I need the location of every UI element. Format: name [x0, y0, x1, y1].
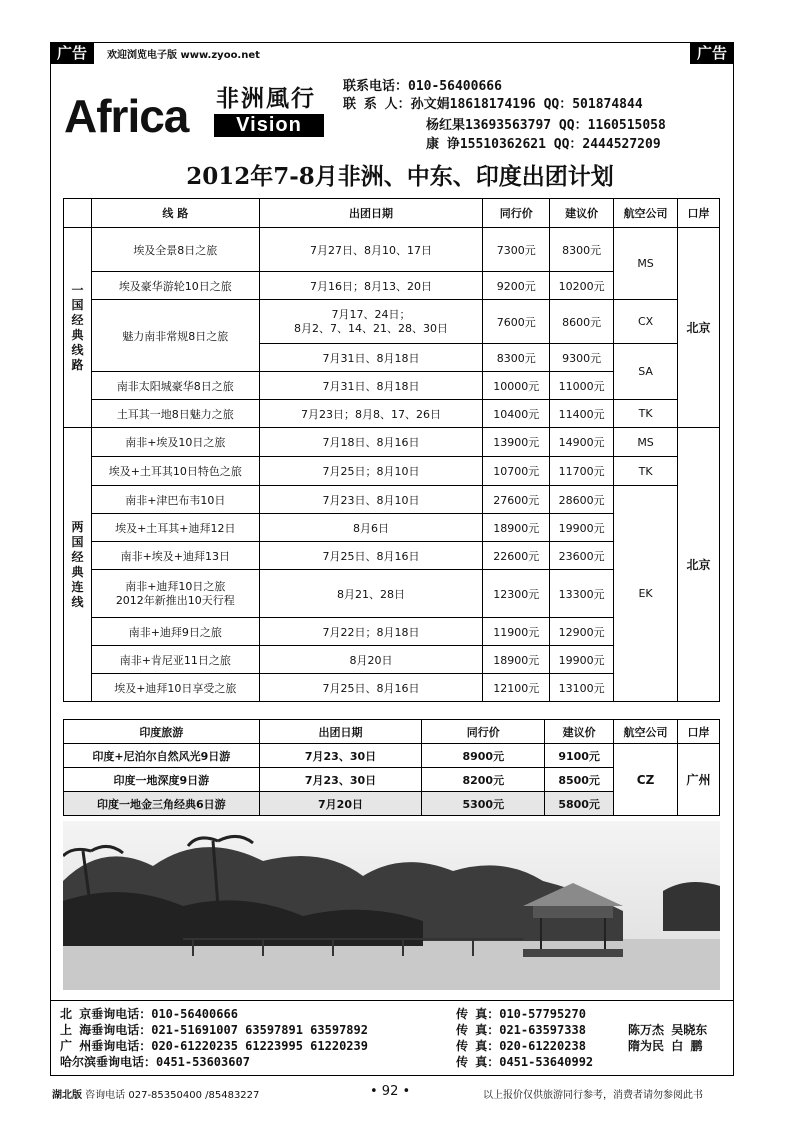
peer-price-cell: 10400元: [483, 400, 550, 428]
peer-price-cell: 12300元: [483, 570, 550, 618]
ad-label-left: 广告: [50, 42, 94, 64]
peer-price-cell: 12100元: [483, 674, 550, 702]
peer-price-cell: 7600元: [483, 300, 550, 344]
header-airline: 航空公司: [614, 199, 678, 228]
route-cell: 埃及豪华游轮10日之旅: [91, 272, 259, 300]
page-number: • 92 •: [370, 1084, 411, 1099]
airline-cell: MS: [614, 428, 678, 457]
airline-cell: EK: [614, 486, 678, 702]
peer-price-cell: 13900元: [483, 428, 550, 457]
table-row: [64, 228, 720, 272]
logo-vision: Vision: [214, 114, 324, 137]
airline-cell: SA: [614, 344, 678, 400]
airline-cell: TK: [614, 400, 678, 428]
suggest-price-cell: 28600元: [550, 486, 614, 514]
suggest-price-cell: 11000元: [550, 372, 614, 400]
date-cell: 7月25日、8月16日: [259, 674, 483, 702]
hotline-guangzhou: 广 州垂询电话：020-61220235 61223995 61220239: [60, 1039, 368, 1053]
port-cell: 北京: [678, 428, 720, 702]
date-cell: 7月25日、8月16日: [259, 542, 483, 570]
divider: [50, 1000, 734, 1001]
suggest-price-cell: 9100元: [545, 744, 614, 768]
hotline-shanghai: 上 海垂询电话：021-51691007 63597891 63597892: [60, 1023, 368, 1037]
header-suggest-price: 建议价: [545, 720, 614, 744]
suggest-price-cell: 11400元: [550, 400, 614, 428]
date-cell: 7月22日；8月18日: [259, 618, 483, 646]
date-cell: 7月18日、8月16日: [259, 428, 483, 457]
date-cell: 7月23、30日: [259, 768, 422, 792]
route-cell: 南非太阳城豪华8日之旅: [91, 372, 259, 400]
suggest-price-cell: 19900元: [550, 514, 614, 542]
suggest-price-cell: 8600元: [550, 300, 614, 344]
peer-price-cell: 27600元: [483, 486, 550, 514]
contact-phone: 联系电话：010-56400666: [343, 79, 502, 94]
header-blank: [64, 199, 92, 228]
hotline-harbin: 哈尔滨垂询电话：0451-53603607: [60, 1055, 250, 1069]
route-cell: 埃及+土耳其10日特色之旅: [91, 457, 259, 486]
header-india-route: 印度旅游: [64, 720, 260, 744]
table-row: [64, 400, 720, 428]
header-date: 出团日期: [259, 199, 483, 228]
table-row: [64, 428, 720, 457]
route-cell: 南非+埃及10日之旅: [91, 428, 259, 457]
peer-price-cell: 11900元: [483, 618, 550, 646]
route-cell: 土耳其一地8日魅力之旅: [91, 400, 259, 428]
contact-person-2: 杨红果13693563797 QQ：1160515058: [426, 118, 666, 133]
date-cell: 7月31日、8月18日: [259, 344, 483, 372]
header-route: 线 路: [91, 199, 259, 228]
table-row: [64, 744, 720, 768]
suggest-price-cell: 12900元: [550, 618, 614, 646]
contact-person-1: 联 系 人：孙文娟18618174196 QQ：501874844: [343, 97, 643, 112]
route-cell: 南非+埃及+迪拜13日: [91, 542, 259, 570]
date-cell: 8月21、28日: [259, 570, 483, 618]
peer-price-cell: 8300元: [483, 344, 550, 372]
fax-guangzhou: 传 真：020-61220238: [456, 1039, 586, 1053]
airline-cell: CZ: [614, 744, 678, 816]
peer-price-cell: 18900元: [483, 646, 550, 674]
india-tour-table: [63, 719, 720, 816]
contacts-guangzhou: 隋为民 白 鹏: [628, 1039, 703, 1053]
header-peer-price: 同行价: [422, 720, 545, 744]
header-peer-price: 同行价: [483, 199, 550, 228]
header-airline: 航空公司: [614, 720, 678, 744]
africa-tour-table: [63, 198, 720, 702]
date-cell: 7月17、24日； 8月2、7、14、21、28、30日: [259, 300, 483, 344]
page-title: 2012年7-8月非洲、中东、印度出团计划: [186, 163, 614, 190]
peer-price-cell: 5300元: [422, 792, 545, 816]
date-cell: 8月6日: [259, 514, 483, 542]
header-suggest-price: 建议价: [550, 199, 614, 228]
peer-price-cell: 10000元: [483, 372, 550, 400]
beach-scenery-photo: [63, 821, 720, 990]
peer-price-cell: 8900元: [422, 744, 545, 768]
peer-price-cell: 22600元: [483, 542, 550, 570]
date-cell: 7月31日、8月18日: [259, 372, 483, 400]
header-port: 口岸: [678, 199, 720, 228]
suggest-price-cell: 11700元: [550, 457, 614, 486]
suggest-price-cell: 8500元: [545, 768, 614, 792]
fax-harbin: 传 真：0451-53640992: [456, 1055, 594, 1069]
route-cell: 南非+迪拜10日之旅 2012年新推出10天行程: [91, 570, 259, 618]
date-cell: 7月23日、8月10日: [259, 486, 483, 514]
contact-person-3: 康 诤15510362621 QQ：2444527209: [426, 137, 661, 152]
airline-cell: CX: [614, 300, 678, 344]
table-header-row: [64, 720, 720, 744]
date-cell: 7月27日、8月10、17日: [259, 228, 483, 272]
suggest-price-cell: 13300元: [550, 570, 614, 618]
peer-price-cell: 18900元: [483, 514, 550, 542]
airline-cell: TK: [614, 457, 678, 486]
route-cell: 印度一地深度9日游: [64, 768, 260, 792]
suggest-price-cell: 13100元: [550, 674, 614, 702]
suggest-price-cell: 23600元: [550, 542, 614, 570]
header-date: 出团日期: [259, 720, 422, 744]
airline-cell: MS: [614, 228, 678, 300]
port-cell: 北京: [678, 228, 720, 428]
fax-beijing: 传 真：010-57795270: [456, 1007, 586, 1021]
suggest-price-cell: 9300元: [550, 344, 614, 372]
peer-price-cell: 9200元: [483, 272, 550, 300]
header-port: 口岸: [678, 720, 720, 744]
ad-label-right: 广告: [690, 42, 734, 64]
date-cell: 7月20日: [259, 792, 422, 816]
date-cell: 7月23、30日: [259, 744, 422, 768]
peer-price-cell: 10700元: [483, 457, 550, 486]
route-cell: 南非+迪拜9日之旅: [91, 618, 259, 646]
date-cell: 7月25日；8月10日: [259, 457, 483, 486]
group-label-two-country: 两国经典连线: [64, 428, 92, 702]
suggest-price-cell: 8300元: [550, 228, 614, 272]
fax-shanghai: 传 真：021-63597338: [456, 1023, 586, 1037]
suggest-price-cell: 19900元: [550, 646, 614, 674]
hotline-beijing: 北 京垂询电话：010-56400666: [60, 1007, 238, 1021]
route-cell: 印度一地金三角经典6日游: [64, 792, 260, 816]
footer-disclaimer: 以上报价仅供旅游同行参考，消费者请勿参阅此书: [483, 1090, 703, 1101]
route-cell: 埃及全景8日之旅: [91, 228, 259, 272]
logo-chinese: 非洲風行: [216, 85, 316, 112]
welcome-text: 欢迎浏览电子版 www.zyoo.net: [107, 50, 260, 61]
group-label-one-country: 一国经典线路: [64, 228, 92, 428]
peer-price-cell: 8200元: [422, 768, 545, 792]
route-cell: 埃及+迪拜10日享受之旅: [91, 674, 259, 702]
date-cell: 7月23日；8月8、17、26日: [259, 400, 483, 428]
suggest-price-cell: 14900元: [550, 428, 614, 457]
route-cell: 埃及+土耳其+迪拜12日: [91, 514, 259, 542]
contacts-shanghai: 陈万杰 吴晓东: [628, 1023, 708, 1037]
date-cell: 7月16日；8月13、20日: [259, 272, 483, 300]
date-cell: 8月20日: [259, 646, 483, 674]
table-row: [64, 457, 720, 486]
table-header-row: [64, 199, 720, 228]
table-row: [64, 486, 720, 514]
suggest-price-cell: 5800元: [545, 792, 614, 816]
suggest-price-cell: 10200元: [550, 272, 614, 300]
route-cell: 南非+肯尼亚11日之旅: [91, 646, 259, 674]
peer-price-cell: 7300元: [483, 228, 550, 272]
logo-africa: Africa: [64, 90, 189, 142]
route-cell: 南非+津巴布韦10日: [91, 486, 259, 514]
route-cell: 魅力南非常规8日之旅: [91, 300, 259, 372]
port-cell: 广州: [678, 744, 720, 816]
footer-left: 湖北版 咨询电话 027-85350400 /85483227: [52, 1090, 260, 1101]
route-cell: 印度+尼泊尔自然风光9日游: [64, 744, 260, 768]
table-row: [64, 300, 720, 344]
